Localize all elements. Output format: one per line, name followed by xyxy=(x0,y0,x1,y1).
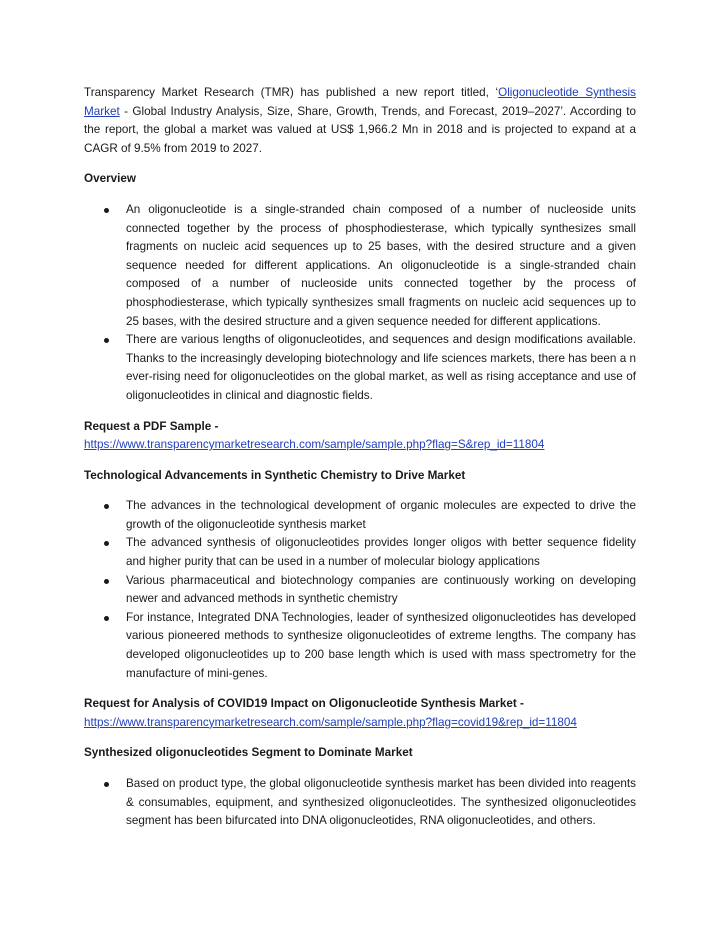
segment-heading: Synthesized oligonucleotides Segment to Dominate Market xyxy=(84,746,413,760)
overview-heading: Overview xyxy=(84,172,136,186)
bullet-icon xyxy=(104,504,109,509)
bullet-icon xyxy=(104,616,109,621)
covid-sample-link[interactable]: https://www.transparencymarketresearch.com/sample/sample.php?flag=covid19&rep_id=11804 xyxy=(84,715,577,729)
covid-heading: Request for Analysis of COVID19 Impact on Oligonucleotide Synthesis Market - xyxy=(84,697,524,711)
pdf-sample-link-line xyxy=(84,436,636,455)
list-item-text: Various pharmaceutical and biotechnology companies are continuously working on developing newer and advanced methods in synthetic chemistry xyxy=(126,573,636,606)
list-item-text: An oligonucleotide is a single-stranded chain composed of a number of nucleoside units connected together by the process of phosphodiesterase, which typically synthesizes small fragments on nucleic acid sequences up to 25 bases, with the desired structure and a given sequence needed for different applications. An oligonucleotide is a single-stranded chain composed of a number of nucleoside units connected together by the process of phosphodiesterase, which typically synthesizes small fragments on nucleic acid sequences up to 25 bases, with the desired structure and a given sequence needed for different applications. xyxy=(126,202,636,328)
list-item-text: The advanced synthesis of oligonucleotides provides longer oligos with better sequence fidelity and higher purity that can be used in a number of molecular biology applications xyxy=(126,536,636,569)
intro-text-after: - Global Industry Analysis, Size, Share, Growth, Trends, and Forecast, 2019–2027’. According to the report, the global a market was valued at US$ 1,966.2 Mn in 2018 and is projected to expand at a CAGR of 9.5% from 2019 to 2027. xyxy=(84,104,636,155)
tech-heading: Technological Advancements in Synthetic Chemistry to Drive Market xyxy=(84,468,466,482)
report-title-link[interactable]: Oligonucleotide Synthesis Market xyxy=(84,86,636,118)
list-item xyxy=(84,572,636,609)
intro-paragraph xyxy=(84,84,636,158)
bullet-icon xyxy=(104,208,109,213)
overview-list xyxy=(84,201,636,406)
bullet-icon xyxy=(104,782,109,787)
pdf-sample-link[interactable]: https://www.transparencymarketresearch.com/sample/sample.php?flag=S&rep_id=11804 xyxy=(84,438,545,452)
list-item xyxy=(84,497,636,534)
bullet-icon xyxy=(104,541,109,546)
list-item xyxy=(84,201,636,331)
intro-text-before: Transparency Market Research (TMR) has published a new report titled, ‘ xyxy=(84,86,499,99)
list-item xyxy=(84,775,636,831)
list-item xyxy=(84,609,636,683)
bullet-icon xyxy=(104,579,109,584)
list-item-text: Based on product type, the global oligonucleotide synthesis market has been divided into reagents & consumables, equipment, and synthesized oligonucleotides. The synthesized oligonucleotides segment has been bifurcated into DNA oligonucleotides, RNA oligonucleotides, and others. xyxy=(126,777,636,828)
list-item-text: There are various lengths of oligonucleotides, and sequences and design modifications available. Thanks to the increasingly developing biotechnology and life sciences markets, there has been a n ever-rising need for oligonucleotides on the global market, as well as rising acceptance and use of oligonucleotides in clinical and diagnostic fields. xyxy=(126,333,636,402)
tech-list xyxy=(84,497,636,683)
list-item xyxy=(84,534,636,571)
list-item-text: The advances in the technological development of organic molecules are expected to drive the growth of the oligonucleotide synthesis market xyxy=(126,499,636,531)
document-body xyxy=(84,84,636,843)
pdf-sample-heading: Request a PDF Sample - xyxy=(84,419,219,433)
list-item-text: For instance, Integrated DNA Technologies, leader of synthesized oligonucleotides has developed various pioneered methods to synthesize oligonucleotides of extreme lengths. The company has developed oligonucleotides up to 200 base length which is used with mass spectrometry for the manufacture of mini-genes. xyxy=(126,610,636,680)
bullet-icon xyxy=(104,338,109,343)
segment-list xyxy=(84,775,636,831)
list-item xyxy=(84,331,636,405)
covid-link-line xyxy=(84,714,636,733)
